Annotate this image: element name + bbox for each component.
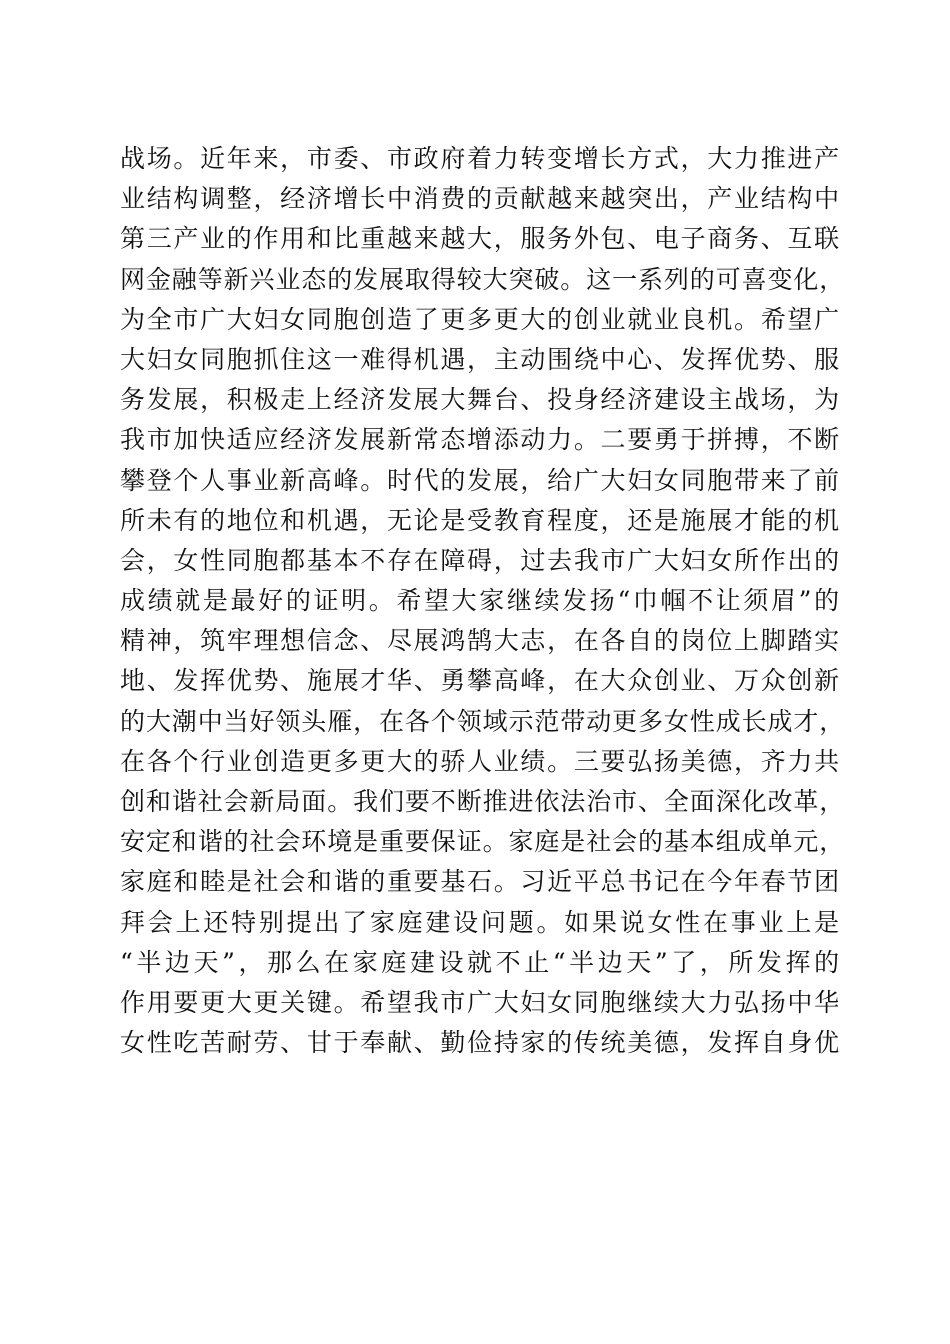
- text-line: 作用要更大更关键。希望我市广大妇女同胞继续大力弘扬中华: [120, 987, 840, 1017]
- text-line: 为全市广大妇女同胞创造了更多更大的创业就业良机。希望广: [120, 304, 840, 334]
- text-line: 的大潮中当好领头雁，在各个领域示范带动更多女性成长成才，: [120, 706, 846, 736]
- text-line: 务发展，积极走上经济发展大舞台、投身经济建设主战场，为: [120, 385, 840, 415]
- text-line: 安定和谐的社会环境是重要保证。家庭是社会的基本组成单元，: [120, 827, 846, 857]
- body-text: [120, 139, 846, 1063]
- text-line: 网金融等新兴业态的发展取得较大突破。这一系列的可喜变化，: [120, 264, 846, 294]
- text-line: 在各个行业创造更多更大的骄人业绩。三要弘扬美德，齐力共: [120, 746, 840, 776]
- text-line: 女性吃苦耐劳、甘于奉献、勤俭持家的传统美德，发挥自身优: [120, 1028, 840, 1058]
- text-line: 拜会上还特别提出了家庭建设问题。如果说女性在事业上是: [120, 907, 840, 937]
- text-line: 会，女性同胞都基本不存在障碍，过去我市广大妇女所作出的: [120, 545, 840, 575]
- text-line: 所未有的地位和机遇，无论是受教育程度，还是施展才能的机: [120, 505, 840, 535]
- text-line: “半边天”，那么在家庭建设就不止“半边天”了，所发挥的: [120, 947, 840, 977]
- text-line: 战场。近年来，市委、市政府着力转变增长方式，大力推进产: [120, 144, 840, 173]
- text-line: 成绩就是最好的证明。希望大家继续发扬“巾帼不让须眉”的: [120, 586, 840, 616]
- text-line: 大妇女同胞抓住这一难得机遇，主动围绕中心、发挥优势、服: [120, 344, 840, 374]
- text-line: 创和谐社会新局面。我们要不断推进依法治市、全面深化改革，: [120, 787, 846, 816]
- text-line: 精神，筑牢理想信念、尽展鸿鹄大志，在各自的岗位上脚踏实: [120, 626, 840, 656]
- text-line: 攀登个人事业新高峰。时代的发展，给广大妇女同胞带来了前: [120, 465, 840, 495]
- text-line: 家庭和睦是社会和谐的重要基石。习近平总书记在今年春节团: [120, 867, 840, 897]
- text-line: 业结构调整，经济增长中消费的贡献越来越突出，产业结构中: [120, 184, 840, 214]
- text-line: 我市加快适应经济发展新常态增添动力。二要勇于拼搏，不断: [120, 425, 840, 455]
- text-line: 地、发挥优势、施展才华、勇攀高峰，在大众创业、万众创新: [120, 666, 840, 696]
- text-line: 第三产业的作用和比重越来越大，服务外包、电子商务、互联: [120, 224, 840, 254]
